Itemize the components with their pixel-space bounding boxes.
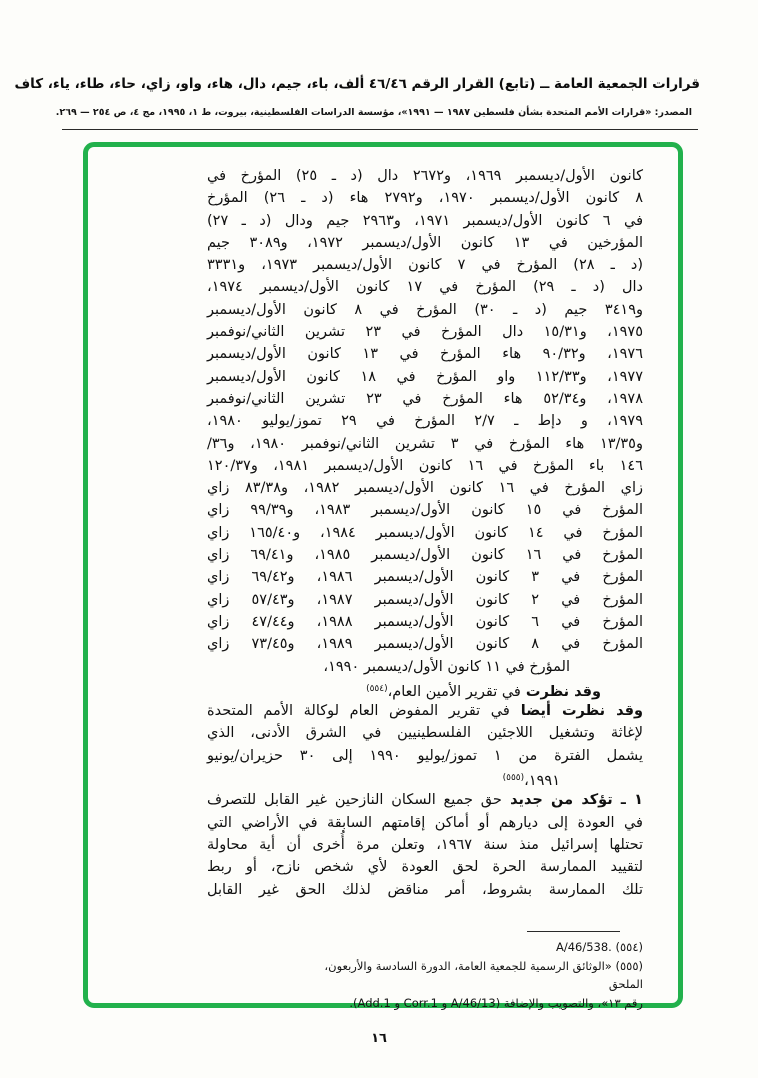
body-line: المؤرخ في ٨ كانون الأول/ديسمبر ١٩٨٩، و٧٣/٤٥ زاي <box>207 636 644 653</box>
body-line: تحتلها إسرائيل منذ سنة ١٩٦٧، وتعلن مرة أُخرى أن أية محاولة <box>207 836 644 853</box>
footnote-item <box>287 938 643 957</box>
body-line: لإغاثة وتشغيل اللاجئين الفلسطينيين في الشرق الأدنى، الذي <box>207 725 643 742</box>
footnote-text: رقم ١٣»، والتصويب والإضافة (A/46/13 و Corr.1 و Add.1). <box>349 995 643 1010</box>
body-line: ١٩٧٧، و١١٢/٣٣ واو المؤرخ في ١٨ كانون الأول/ديسمبر <box>207 368 643 385</box>
footnote-marker: (٥٥٥) <box>615 958 643 973</box>
body-line: ١٩٩١،$^{(٥٥٥)}$ <box>502 773 560 790</box>
footnote-text: «الوثائق الرسمية للجمعية العامة، الدورة السادسة والأربعون، الملحق <box>324 958 643 991</box>
footnote-marker: (٥٥٤) <box>615 940 643 954</box>
body-line: زاي المؤرخ في ١٦ كانون الأول/ديسمبر ١٩٨٢، و٨٣/٣٨ زاي <box>207 480 643 497</box>
body-line: وقد نظرت في تقرير الأمين العام،$^{(٥٥٤)}$ <box>366 683 601 700</box>
body-line: (د ـ ٢٨) المؤرخ في ٧ كانون الأول/ديسمبر ١٩٧٣، و٣٣٣١ <box>207 257 644 274</box>
body-line: كانون الأول/ديسمبر ١٩٦٩، و٢٦٧٢ دال (د ـ ٢٥) المؤرخ في <box>207 168 644 184</box>
body-line: في ٦ كانون الأول/ديسمبر ١٩٧١، و٢٩٦٣ جيم ودال (د ـ ٢٧) <box>207 212 644 229</box>
source-citation-line: المصدر: «قرارات الأمم المتحدة بشأن فلسطين ١٩٨٧ — ١٩٩١»، مؤسسة الدراسات الفلسطينية، بيروت، ط ١، ١٩٩٥، مج ٤، ص ٢٥٤ — ٢٦٩. <box>55 107 692 118</box>
body-line: في العودة إلى ديارهم أو أماكن إقامتهم السابقة في الأراضي التي <box>207 814 643 831</box>
body-line: ١٤٦ باء المؤرخ في ١٦ كانون الأول/ديسمبر ١٩٨١، و١٢٠/٣٧ <box>207 457 643 474</box>
header-divider <box>62 129 698 130</box>
resolution-body-text <box>207 165 643 901</box>
footnote-document-symbol: A/46/538. <box>555 940 612 954</box>
body-line: و١٣/٣٥ هاء المؤرخ في ٣ تشرين الثاني/نوفمبر ١٩٨٠، و٣٦/ <box>207 435 643 452</box>
body-line: ١ ـ تؤكد من جديد حق جميع السكان النازحين غير القابل للتصرف <box>207 792 643 809</box>
body-line: المؤرخ في ١٤ كانون الأول/ديسمبر ١٩٨٤، و١٦٥/٤٠ زاي <box>207 524 644 541</box>
body-line: المؤرخ في ٦ كانون الأول/ديسمبر ١٩٨٨، و٤٧/٤٤ زاي <box>207 613 644 630</box>
body-line: تلك الممارسة بشروط، أمر مناقض لذلك الحق غير القابل <box>207 881 643 898</box>
body-line: دال (د ـ ٢٩) المؤرخ في ١٧ كانون الأول/ديسمبر ١٩٧٤، <box>207 279 643 296</box>
body-line: ١٩٧٦، و٩٠/٣٢ هاء المؤرخ في ١٣ كانون الأول/ديسمبر <box>207 346 643 363</box>
body-line: وقد نظرت أيضا في تقرير المفوض العام لوكالة الأمم المتحدة <box>207 703 643 720</box>
footnotes-block <box>287 938 643 1012</box>
page-header-title: قرارات الجمعية العامة ــ (تابع) القرار الرقم ٤٦/٤٦ ألف، باء، جيم، دال، هاء، واو، زاي، حاء، طاء، ياء، كاف <box>14 76 700 92</box>
body-line: ٨ كانون الأول/ديسمبر ١٩٧٠، و٢٧٩٢ هاء (د ـ ٢٦) المؤرخ <box>207 190 644 207</box>
body-line: ١٩٧٥، و١٥/٣١ دال المؤرخ في ٢٣ تشرين الثاني/نوفمبر <box>207 324 643 341</box>
body-line: و٣٤١٩ جيم (د ـ ٣٠) المؤرخ في ٨ كانون الأول/ديسمبر <box>207 301 644 318</box>
body-line: ١٩٧٨، و٥٢/٣٤ هاء المؤرخ في ٢٣ تشرين الثاني/نوفمبر <box>207 390 643 407</box>
body-line: لتقييد الممارسة الحرة لحق العودة لأي شخص نازح، أو ربط <box>207 859 643 876</box>
body-line: المؤرخ في ١٦ كانون الأول/ديسمبر ١٩٨٥، و٦٩/٤١ زاي <box>207 547 643 564</box>
body-line: يشمل الفترة من ١ تموز/يوليو ١٩٩٠ إلى ٣٠ حزيران/يونيو <box>207 747 643 764</box>
body-line: المؤرخ في ١١ كانون الأول/ديسمبر ١٩٩٠، <box>323 658 570 675</box>
body-line: ١٩٧٩، و دإط ـ ٢/٧ المؤرخ في ٢٩ تموز/يوليو ١٩٨٠، <box>207 413 643 430</box>
body-line: المؤرخ في ٢ كانون الأول/ديسمبر ١٩٨٧، و٥٧/٤٣ زاي <box>207 591 644 608</box>
body-line: المؤرخ في ١٥ كانون الأول/ديسمبر ١٩٨٣، و٩٩/٣٩ زاي <box>207 502 643 519</box>
page-number: ١٦ <box>371 1031 387 1046</box>
footnote-separator <box>527 931 620 932</box>
body-line: المؤرخين في ١٣ كانون الأول/ديسمبر ١٩٧٢، و٣٠٨٩ جيم <box>207 234 644 251</box>
body-line: المؤرخ في ٣ كانون الأول/ديسمبر ١٩٨٦، و٦٩/٤٢ زاي <box>207 569 644 586</box>
footnote-item <box>287 957 643 1013</box>
